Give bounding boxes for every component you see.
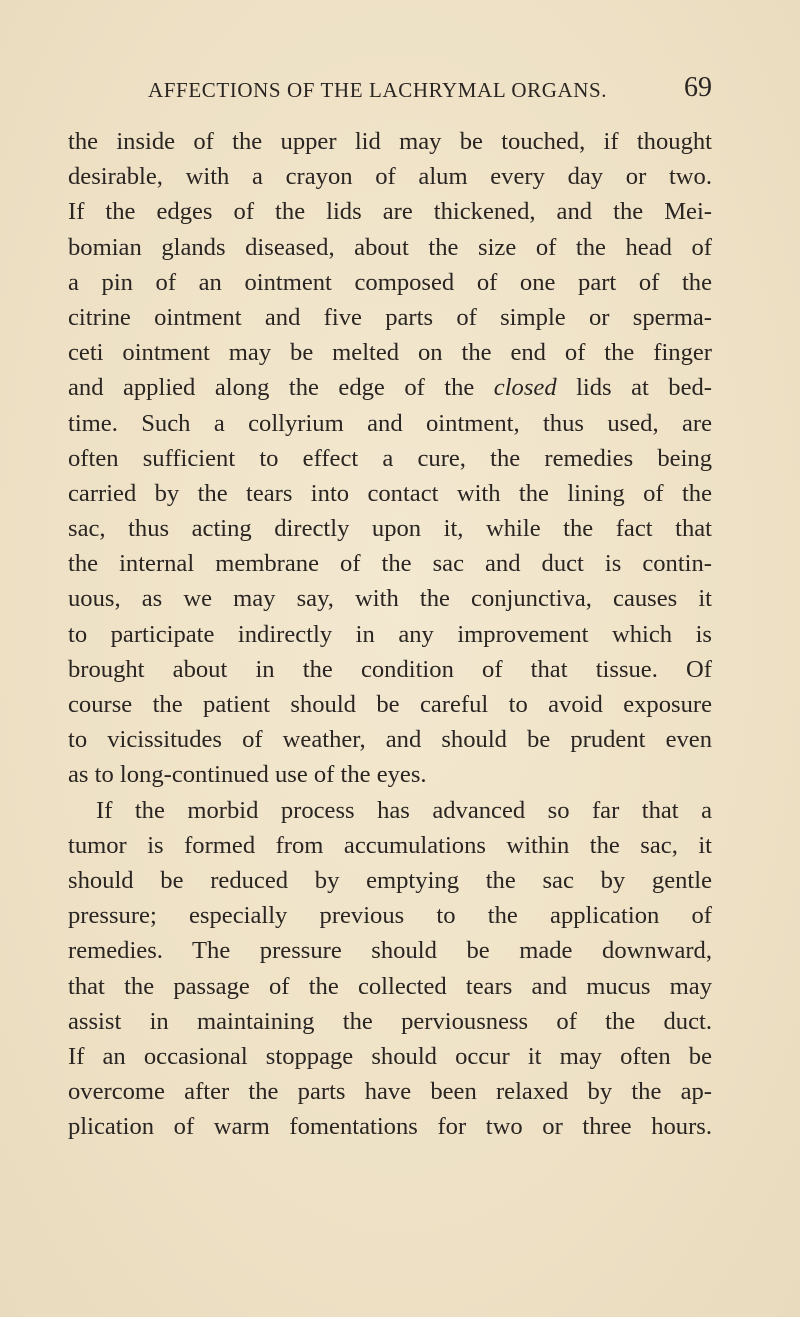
text-line: a pin of an ointment composed of one part of the (68, 268, 712, 296)
text-line: If the edges of the lids are thickened, and the Mei- (68, 198, 712, 226)
text-line-with-emphasis (68, 370, 712, 405)
running-head: AFFECTIONS OF THE LACHRYMAL ORGANS. (148, 78, 608, 102)
body-text (68, 124, 712, 1144)
text-line: often sufficient to effect a cure, the remedies being (68, 444, 712, 472)
text-line: citrine ointment and five parts of simple or sperma- (68, 303, 712, 331)
text-line: course the patient should be careful to avoid exposure (68, 691, 712, 718)
text-line-last: as to long-continued use of the eyes. (68, 761, 427, 789)
page-number: 69 (684, 72, 712, 103)
text-line: carried by the tears into contact with the lining of the (68, 479, 712, 507)
text-line: If an occasional stoppage should occur it may often be (68, 1042, 712, 1070)
text-line: to participate indirectly in any improvement which is (68, 620, 712, 648)
text-line: desirable, with a crayon of alum every day or two. (68, 163, 712, 191)
text-line: overcome after the parts have been relaxed by the ap- (68, 1078, 712, 1106)
text-line: to vicissitudes of weather, and should be prudent even (68, 726, 712, 754)
text-line-indented: If the morbid process has advanced so far that a (96, 796, 712, 824)
text-line: remedies. The pressure should be made downward, (68, 937, 712, 965)
text-line: pressure; especially previous to the application of (68, 902, 712, 930)
text-line: the inside of the upper lid may be touched, if thought (68, 128, 712, 155)
text-line: bomian glands diseased, about the size of the head of (68, 233, 712, 261)
text-line: plication of warm fomentations for two or three hours. (68, 1113, 712, 1141)
text-line: the internal membrane of the sac and duct is contin- (68, 550, 712, 578)
paragraph-1 (68, 124, 712, 793)
text-segment: and applied along the edge of the (68, 374, 475, 402)
text-line: ceti ointment may be melted on the end of the finger (68, 339, 712, 367)
emphasized-word: closed (493, 374, 557, 402)
text-line: that the passage of the collected tears and mucus may (68, 972, 712, 1000)
text-segment: lids at bed- (576, 374, 712, 402)
text-line: should be reduced by emptying the sac by gentle (68, 866, 712, 894)
text-line: time. Such a collyrium and ointment, thus used, are (68, 409, 712, 437)
text-line: brought about in the condition of that tissue. Of (68, 655, 712, 683)
text-line: sac, thus acting directly upon it, while the fact that (68, 515, 712, 543)
text-line: assist in maintaining the perviousness of the duct. (68, 1007, 712, 1035)
page-header (68, 72, 712, 112)
text-line: uous, as we may say, with the conjunctiva, causes it (68, 585, 712, 613)
paragraph-2 (68, 793, 712, 1145)
text-line: tumor is formed from accumulations within the sac, it (68, 831, 712, 859)
